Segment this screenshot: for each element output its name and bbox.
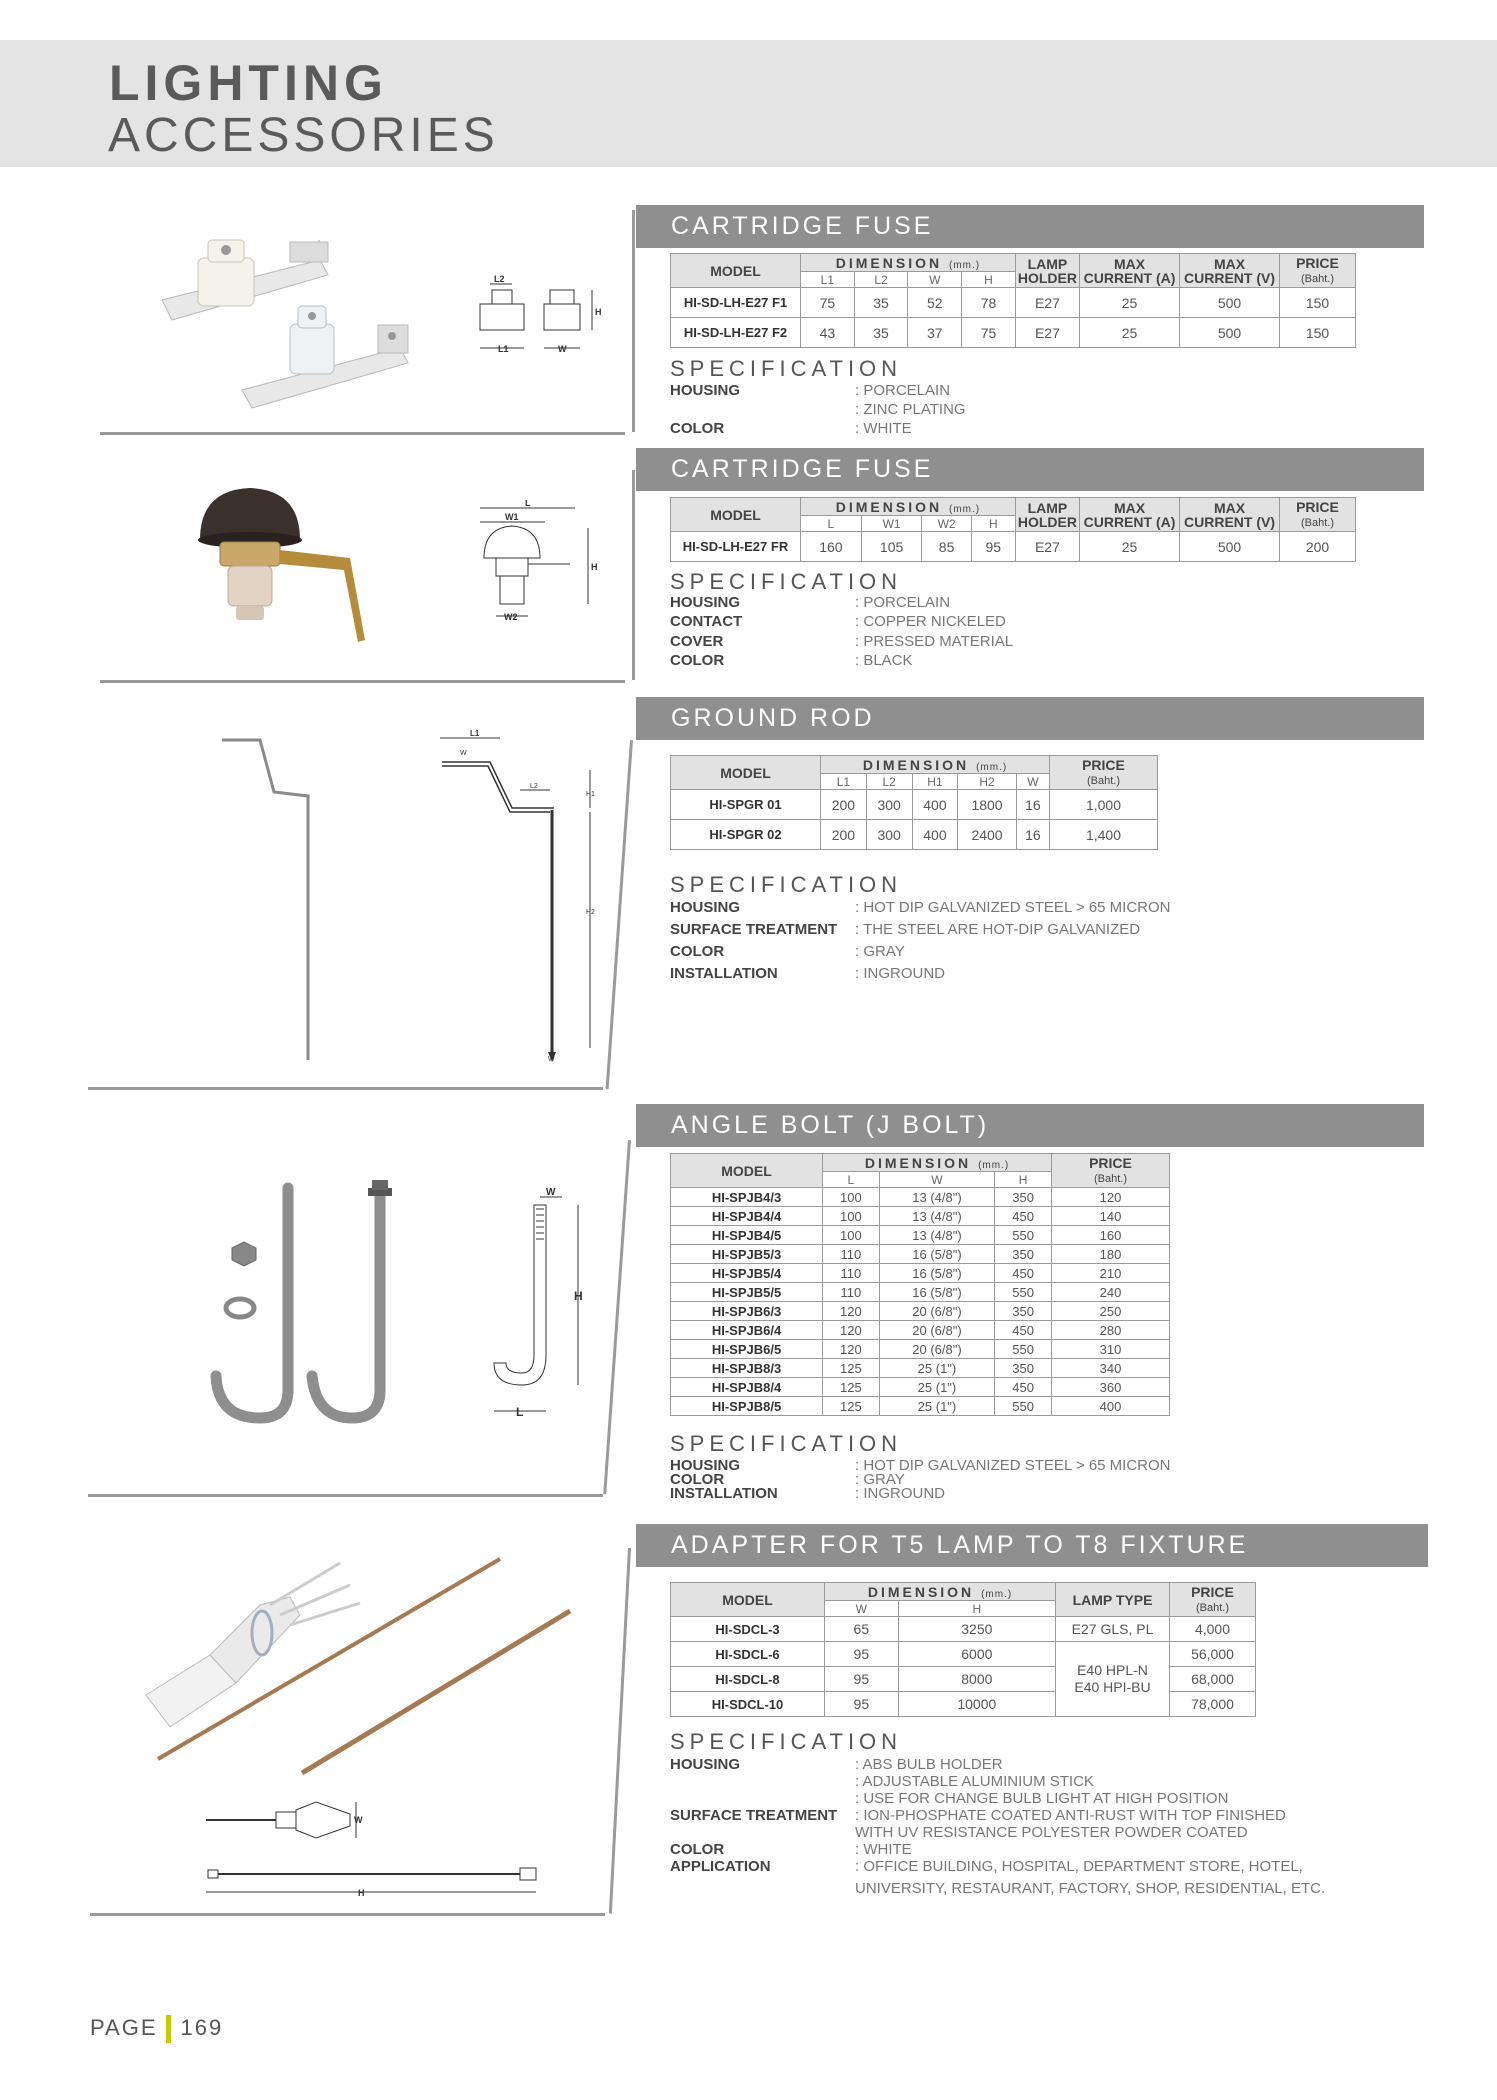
col-header-l: L	[823, 1172, 880, 1188]
angle-bolt-table	[670, 1153, 1170, 1416]
ground-rod-image	[210, 730, 320, 1070]
table-cell: 160	[1052, 1226, 1170, 1245]
table-row	[671, 1264, 1170, 1283]
table-cell: HI-SPJB8/3	[671, 1359, 823, 1378]
table-cell: 110	[823, 1283, 880, 1302]
table-cell: 13 (4/8")	[879, 1207, 995, 1226]
table-cell: 350	[995, 1245, 1052, 1264]
table-cell: HI-SD-LH-E27 F2	[671, 318, 801, 348]
col-header-h1: H1	[912, 774, 958, 790]
col-header-price: PRICE (Baht.)	[1050, 756, 1158, 790]
drawing-label: L2	[494, 274, 505, 284]
table-cell: HI-SDCL-6	[671, 1642, 825, 1667]
table-cell: 280	[1052, 1321, 1170, 1340]
table-cell: HI-SPJB6/4	[671, 1321, 823, 1340]
table-cell: 550	[995, 1397, 1052, 1416]
drawing-label: H	[358, 1888, 365, 1898]
col-header-lamp-holder: LAMP HOLDER	[1015, 254, 1079, 288]
page-label: PAGE	[90, 2015, 158, 2040]
table-cell: HI-SPJB4/3	[671, 1188, 823, 1207]
col-header-w: W	[879, 1172, 995, 1188]
page-subtitle: ACCESSORIES	[108, 109, 499, 162]
table-cell: 160	[801, 532, 862, 562]
table-cell: 150	[1280, 288, 1356, 318]
section-title-adapter: ADAPTER FOR T5 LAMP TO T8 FIXTURE	[636, 1524, 1428, 1567]
table-row	[671, 1245, 1170, 1264]
table-row	[671, 532, 1356, 562]
table-row	[671, 1283, 1170, 1302]
table-cell: 340	[1052, 1359, 1170, 1378]
table-cell: E27 GLS, PL	[1056, 1617, 1170, 1642]
section-title-cartridge-fuse-1: CARTRIDGE FUSE	[636, 205, 1424, 248]
col-header-model: MODEL	[671, 1583, 825, 1617]
table-cell: 37	[908, 318, 962, 348]
table-row	[671, 1321, 1170, 1340]
table-cell: 25 (1")	[879, 1359, 995, 1378]
table-cell: 20 (6/8")	[879, 1340, 995, 1359]
table-cell: HI-SPJB4/4	[671, 1207, 823, 1226]
table-cell: 125	[823, 1397, 880, 1416]
table-cell: 250	[1052, 1302, 1170, 1321]
drawing-label: H	[595, 307, 602, 317]
drawing-label: L1	[498, 344, 509, 354]
col-header-model: MODEL	[671, 498, 801, 532]
table-cell: 16 (5/8")	[879, 1245, 995, 1264]
table-cell: 52	[908, 288, 962, 318]
table-cell: 13 (4/8")	[879, 1226, 995, 1245]
table-cell: 200	[821, 790, 867, 820]
table-cell: 550	[995, 1283, 1052, 1302]
col-header-l: L	[801, 516, 862, 532]
drawing-label: W	[354, 1815, 363, 1825]
col-header-dimension: DIMENSION (mm.)	[823, 1154, 1052, 1172]
drawing-label: L	[525, 500, 531, 508]
col-header-w: W	[908, 272, 962, 288]
col-header-l1: L1	[821, 774, 867, 790]
table-cell: 400	[912, 820, 958, 850]
table-cell: 95	[971, 532, 1015, 562]
angle-bolt-drawing	[480, 1185, 590, 1425]
table-cell: HI-SPJB5/4	[671, 1264, 823, 1283]
col-header-max-current-v: MAX CURRENT (V)	[1180, 254, 1280, 288]
table-cell: 75	[801, 288, 855, 318]
table-cell: 25 (1")	[879, 1397, 995, 1416]
col-header-w2: W2	[922, 516, 971, 532]
table-row	[671, 1397, 1170, 1416]
table-row	[671, 318, 1356, 348]
table-cell: HI-SPJB8/4	[671, 1378, 823, 1397]
col-header-model: MODEL	[671, 254, 801, 288]
col-header-w1: W1	[861, 516, 922, 532]
table-row	[671, 288, 1356, 318]
col-header-h: H	[962, 272, 1016, 288]
table-cell: 140	[1052, 1207, 1170, 1226]
table-cell: 20 (6/8")	[879, 1302, 995, 1321]
section-title-ground-rod: GROUND ROD	[636, 697, 1424, 740]
drawing-label: H	[574, 1289, 583, 1303]
drawing-label: W1	[505, 512, 519, 522]
table-cell: 105	[861, 532, 922, 562]
col-header-l2: L2	[866, 774, 912, 790]
table-cell: 16	[1016, 820, 1049, 850]
table-cell: 100	[823, 1188, 880, 1207]
drawing-label: W	[548, 1056, 555, 1063]
table-cell: HI-SPJB5/3	[671, 1245, 823, 1264]
section-title-angle-bolt: ANGLE BOLT (J BOLT)	[636, 1104, 1424, 1147]
table-cell: 300	[866, 820, 912, 850]
table-cell: 450	[995, 1378, 1052, 1397]
table-row	[671, 1226, 1170, 1245]
cartridge-fuse-2-image	[180, 480, 380, 650]
table-cell: 450	[995, 1264, 1052, 1283]
page-number: 169	[180, 2015, 224, 2040]
table-cell: 110	[823, 1264, 880, 1283]
spec-heading: SPECIFICATION	[670, 356, 903, 381]
section-divider	[603, 1140, 631, 1494]
adapter-table	[670, 1582, 1256, 1717]
table-cell: 68,000	[1170, 1667, 1256, 1692]
section-divider	[632, 470, 635, 680]
table-cell: 35	[854, 318, 908, 348]
table-cell: 350	[995, 1359, 1052, 1378]
col-header-l2: L2	[854, 272, 908, 288]
table-row	[671, 1340, 1170, 1359]
table-cell: 100	[823, 1226, 880, 1245]
table-cell: 310	[1052, 1340, 1170, 1359]
page-footer	[90, 2015, 223, 2043]
col-header-model: MODEL	[671, 756, 821, 790]
section-title-cartridge-fuse-2: CARTRIDGE FUSE	[636, 448, 1424, 491]
table-cell: 2400	[958, 820, 1016, 850]
table-cell: 43	[801, 318, 855, 348]
section-divider	[88, 1087, 603, 1090]
adapter-drawing	[200, 1800, 550, 1910]
table-cell: HI-SPGR 01	[671, 790, 821, 820]
table-row	[671, 1302, 1170, 1321]
col-header-max-current-v: MAX CURRENT (V)	[1180, 498, 1280, 532]
drawing-label: H	[591, 562, 598, 572]
cartridge-fuse-1-table	[670, 253, 1356, 348]
table-cell: 200	[1280, 532, 1356, 562]
table-cell: 1,000	[1050, 790, 1158, 820]
col-header-model: MODEL	[671, 1154, 823, 1188]
col-header-l1: L1	[801, 272, 855, 288]
col-header-max-current-a: MAX CURRENT (A)	[1080, 254, 1180, 288]
table-cell: 75	[962, 318, 1016, 348]
cartridge-fuse-1-drawing	[470, 270, 615, 360]
col-header-dimension: DIMENSION (mm.)	[821, 756, 1050, 774]
table-cell: 110	[823, 1245, 880, 1264]
table-cell: 360	[1052, 1378, 1170, 1397]
table-row	[671, 1617, 1256, 1642]
table-cell: HI-SPJB4/5	[671, 1226, 823, 1245]
table-cell: 78,000	[1170, 1692, 1256, 1717]
table-cell: 25	[1080, 288, 1180, 318]
section-divider	[609, 1548, 631, 1914]
table-cell: 25 (1")	[879, 1378, 995, 1397]
ground-rod-table	[670, 755, 1158, 850]
table-row	[671, 820, 1158, 850]
table-cell: 4,000	[1170, 1617, 1256, 1642]
table-cell: 100	[823, 1207, 880, 1226]
table-cell: E27	[1015, 288, 1079, 318]
col-header-h: H	[995, 1172, 1052, 1188]
table-row	[671, 1188, 1170, 1207]
table-cell: 300	[866, 790, 912, 820]
table-cell: 95	[825, 1692, 899, 1717]
ground-rod-drawing	[430, 730, 615, 1070]
drawing-label: W	[546, 1187, 556, 1198]
col-header-price: PRICE (Baht.)	[1280, 498, 1356, 532]
table-cell: 8000	[898, 1667, 1055, 1692]
table-cell: 35	[854, 288, 908, 318]
table-cell: 500	[1180, 532, 1280, 562]
table-cell: 3250	[898, 1617, 1055, 1642]
table-cell: 85	[922, 532, 971, 562]
table-cell: HI-SDCL-10	[671, 1692, 825, 1717]
table-cell: 56,000	[1170, 1642, 1256, 1667]
table-cell: HI-SPJB6/3	[671, 1302, 823, 1321]
table-cell: 350	[995, 1188, 1052, 1207]
table-cell: HI-SPJB6/5	[671, 1340, 823, 1359]
page-divider	[166, 2015, 171, 2043]
table-cell: 125	[823, 1378, 880, 1397]
table-cell: 400	[912, 790, 958, 820]
table-cell: 25	[1080, 532, 1180, 562]
cartridge-fuse-2-drawing	[470, 500, 615, 630]
spec-heading: SPECIFICATION	[670, 1431, 903, 1456]
section-divider	[100, 680, 625, 683]
table-cell: 1,400	[1050, 820, 1158, 850]
col-header-h: H	[898, 1601, 1055, 1617]
col-header-w: W	[1016, 774, 1049, 790]
table-cell: 550	[995, 1340, 1052, 1359]
table-cell: 500	[1180, 288, 1280, 318]
table-cell: HI-SPJB5/5	[671, 1283, 823, 1302]
drawing-label: L	[516, 1405, 524, 1419]
table-cell: 13 (4/8")	[879, 1188, 995, 1207]
table-cell: HI-SD-LH-E27 FR	[671, 532, 801, 562]
drawing-label: W2	[504, 612, 518, 622]
spec-heading: SPECIFICATION	[670, 1729, 903, 1754]
drawing-label: H2	[586, 909, 595, 916]
angle-bolt-image	[200, 1180, 460, 1430]
table-cell: 240	[1052, 1283, 1170, 1302]
table-cell: E27	[1015, 532, 1079, 562]
section-divider	[100, 432, 625, 435]
table-cell: 550	[995, 1226, 1052, 1245]
table-row	[671, 1359, 1170, 1378]
table-cell: HI-SDCL-3	[671, 1617, 825, 1642]
table-cell: 65	[825, 1617, 899, 1642]
section-divider	[632, 210, 635, 432]
table-cell: E27	[1015, 318, 1079, 348]
table-cell: 78	[962, 288, 1016, 318]
table-cell: 95	[825, 1642, 899, 1667]
col-header-h: H	[971, 516, 1015, 532]
table-cell: 180	[1052, 1245, 1170, 1264]
table-cell: 25	[1080, 318, 1180, 348]
spec-heading: SPECIFICATION	[670, 872, 903, 897]
table-cell: 16 (5/8")	[879, 1283, 995, 1302]
drawing-label: W	[460, 750, 467, 757]
table-cell: HI-SD-LH-E27 F1	[671, 288, 801, 318]
table-cell: HI-SDCL-8	[671, 1667, 825, 1692]
table-cell: HI-SPJB8/5	[671, 1397, 823, 1416]
col-header-price: PRICE (Baht.)	[1052, 1154, 1170, 1188]
table-row	[671, 1642, 1256, 1667]
table-cell: 500	[1180, 318, 1280, 348]
section-divider	[88, 1494, 603, 1497]
table-cell: 1800	[958, 790, 1016, 820]
spec-heading: SPECIFICATION	[670, 569, 903, 594]
col-header-price: PRICE (Baht.)	[1170, 1583, 1256, 1617]
table-cell: 400	[1052, 1397, 1170, 1416]
table-cell: 210	[1052, 1264, 1170, 1283]
section-divider	[90, 1913, 605, 1916]
drawing-label: W	[558, 344, 567, 354]
table-cell: 16 (5/8")	[879, 1264, 995, 1283]
cartridge-fuse-2-table	[670, 497, 1356, 562]
table-row	[671, 1207, 1170, 1226]
col-header-lamp-holder: LAMP HOLDER	[1015, 498, 1079, 532]
table-cell: 10000	[898, 1692, 1055, 1717]
col-header-w: W	[825, 1601, 899, 1617]
col-header-h2: H2	[958, 774, 1016, 790]
drawing-label: L1	[470, 730, 480, 738]
page-title: LIGHTING	[109, 55, 388, 111]
drawing-label: L2	[530, 783, 538, 790]
table-cell: 200	[821, 820, 867, 850]
table-cell: 95	[825, 1667, 899, 1692]
table-cell: 20 (6/8")	[879, 1321, 995, 1340]
table-cell: 120	[1052, 1188, 1170, 1207]
col-header-dimension: DIMENSION (mm.)	[825, 1583, 1056, 1601]
table-cell: 350	[995, 1302, 1052, 1321]
col-header-dimension: DIMENSION (mm.)	[801, 254, 1016, 272]
table-cell: 6000	[898, 1642, 1055, 1667]
table-cell: 120	[823, 1321, 880, 1340]
table-row	[671, 1378, 1170, 1397]
col-header-dimension: DIMENSION (mm.)	[801, 498, 1016, 516]
table-cell: 150	[1280, 318, 1356, 348]
drawing-label: H1	[586, 791, 595, 798]
table-cell: 450	[995, 1207, 1052, 1226]
table-cell: 120	[823, 1340, 880, 1359]
table-cell: HI-SPGR 02	[671, 820, 821, 850]
col-header-max-current-a: MAX CURRENT (A)	[1080, 498, 1180, 532]
table-cell: 120	[823, 1302, 880, 1321]
table-cell: 450	[995, 1321, 1052, 1340]
table-cell: 125	[823, 1359, 880, 1378]
table-cell: E40 HPL-N E40 HPI-BU	[1056, 1642, 1170, 1717]
table-cell: 16	[1016, 790, 1049, 820]
col-header-lamp-type: LAMP TYPE	[1056, 1583, 1170, 1617]
col-header-price: PRICE (Baht.)	[1280, 254, 1356, 288]
table-row	[671, 790, 1158, 820]
